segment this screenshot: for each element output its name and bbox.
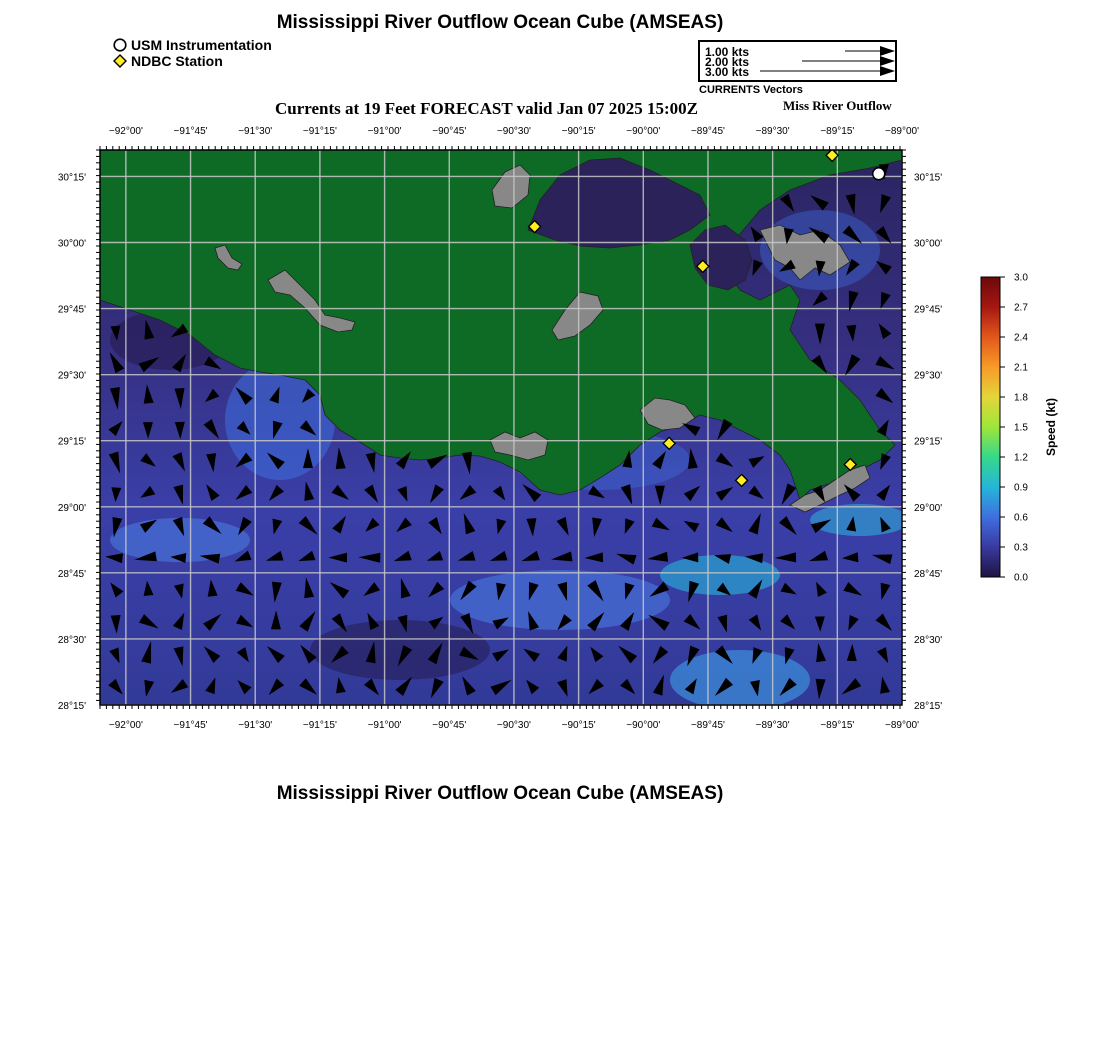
colorbar-ticks xyxy=(1000,273,1028,584)
colorbar-tick-label: 2.4 xyxy=(1014,332,1028,344)
lat-tick-label: 29°45' xyxy=(57,304,86,316)
lon-tick-label: −91°15' xyxy=(302,126,337,137)
colorbar xyxy=(981,277,1000,577)
lon-tick-labels-bottom xyxy=(109,720,919,731)
colorbar-tick-label: 1.8 xyxy=(1014,392,1028,404)
lat-tick-label: 28°15' xyxy=(57,701,86,712)
lon-tick-label: −90°15' xyxy=(561,126,596,137)
lat-tick-label: 28°15' xyxy=(914,701,943,712)
lat-tick-label: 29°15' xyxy=(914,436,943,448)
colorbar-tick-label: 3.0 xyxy=(1014,272,1028,284)
lon-tick-label: −89°30' xyxy=(755,126,790,137)
lon-tick-label: −92°00' xyxy=(108,720,143,731)
lat-tick-label: 29°00' xyxy=(914,502,943,514)
colorbar-tick-label: 1.5 xyxy=(1014,422,1028,434)
lon-tick-labels-top xyxy=(109,126,919,137)
lon-tick-label: −91°45' xyxy=(173,720,208,731)
lon-tick-label: −89°00' xyxy=(885,126,919,137)
lat-tick-label: 30°00' xyxy=(57,238,86,250)
colorbar-tick-label: 2.1 xyxy=(1014,362,1028,374)
forecast-subtitle: Currents at 19 Feet FORECAST valid Jan 07 2025 15:00Z xyxy=(275,99,698,118)
colorbar-tick-label: 0.0 xyxy=(1014,572,1028,584)
colorbar-tick-label: 1.2 xyxy=(1014,452,1028,464)
lat-tick-label: 28°45' xyxy=(57,568,86,580)
colorbar-tick-label: 0.3 xyxy=(1014,542,1028,554)
legend-usm-label: USM Instrumentation xyxy=(131,37,272,53)
usm-station-marker xyxy=(873,168,885,180)
lon-tick-label: −90°00' xyxy=(626,720,661,731)
lon-tick-label: −91°15' xyxy=(302,720,337,731)
lon-tick-label: −91°30' xyxy=(238,720,273,731)
lat-tick-label: 28°45' xyxy=(914,568,943,580)
lon-tick-label: −89°15' xyxy=(820,720,855,731)
lat-tick-labels-left xyxy=(58,172,86,712)
lon-tick-label: −90°15' xyxy=(561,720,596,731)
colorbar-tick-label: 0.6 xyxy=(1014,512,1028,524)
lat-tick-label: 29°00' xyxy=(57,502,86,514)
lon-tick-label: −91°00' xyxy=(367,720,402,731)
lon-tick-label: −89°45' xyxy=(690,126,725,137)
lon-tick-label: −91°00' xyxy=(367,126,402,137)
region-label: Miss River Outflow xyxy=(783,98,892,113)
lon-tick-label: −91°30' xyxy=(238,126,273,137)
vector-key-label-1kt: 1.00 kts xyxy=(705,45,750,59)
lat-tick-label: 29°30' xyxy=(914,370,943,382)
lat-tick-label: 30°00' xyxy=(914,238,943,250)
lat-tick-label: 29°30' xyxy=(57,370,86,382)
lower-panel-title: Mississippi River Outflow Ocean Cube (AMSEAS) xyxy=(276,783,724,804)
lat-tick-label: 28°30' xyxy=(914,634,943,646)
lon-tick-label: −90°45' xyxy=(432,126,467,137)
lon-tick-label: −89°30' xyxy=(755,720,790,731)
lon-tick-label: −90°00' xyxy=(626,126,661,137)
lat-tick-labels-right xyxy=(914,172,942,712)
map-title: Mississippi River Outflow Ocean Cube (AMSEAS) xyxy=(276,12,724,33)
lat-tick-label: 30°15' xyxy=(57,172,86,184)
vector-key-caption: CURRENTS Vectors xyxy=(699,84,803,96)
colorbar-label: Speed (kt) xyxy=(1044,397,1058,457)
lat-tick-label: 28°30' xyxy=(57,634,86,646)
colorbar-tick-label: 0.9 xyxy=(1014,482,1028,494)
lon-tick-label: −91°45' xyxy=(173,126,208,137)
lon-tick-label: −92°00' xyxy=(108,126,143,137)
lon-tick-label: −89°45' xyxy=(690,720,725,731)
lon-tick-label: −90°30' xyxy=(496,720,531,731)
lat-tick-label: 30°15' xyxy=(914,172,943,184)
legend-ndbc-label: NDBC Station xyxy=(131,53,223,69)
lat-tick-label: 29°45' xyxy=(914,304,943,316)
lat-tick-label: 29°15' xyxy=(57,436,86,448)
vector-key-label-2kt: 2.00 kts xyxy=(705,55,750,69)
lon-tick-label: −90°30' xyxy=(496,126,531,137)
colorbar-tick-label: 2.7 xyxy=(1014,302,1028,314)
lon-tick-label: −89°15' xyxy=(820,126,855,137)
vector-key-label-3kt: 3.00 kts xyxy=(705,65,750,79)
lon-tick-label: −90°45' xyxy=(432,720,467,731)
lon-tick-label: −89°00' xyxy=(885,720,919,731)
